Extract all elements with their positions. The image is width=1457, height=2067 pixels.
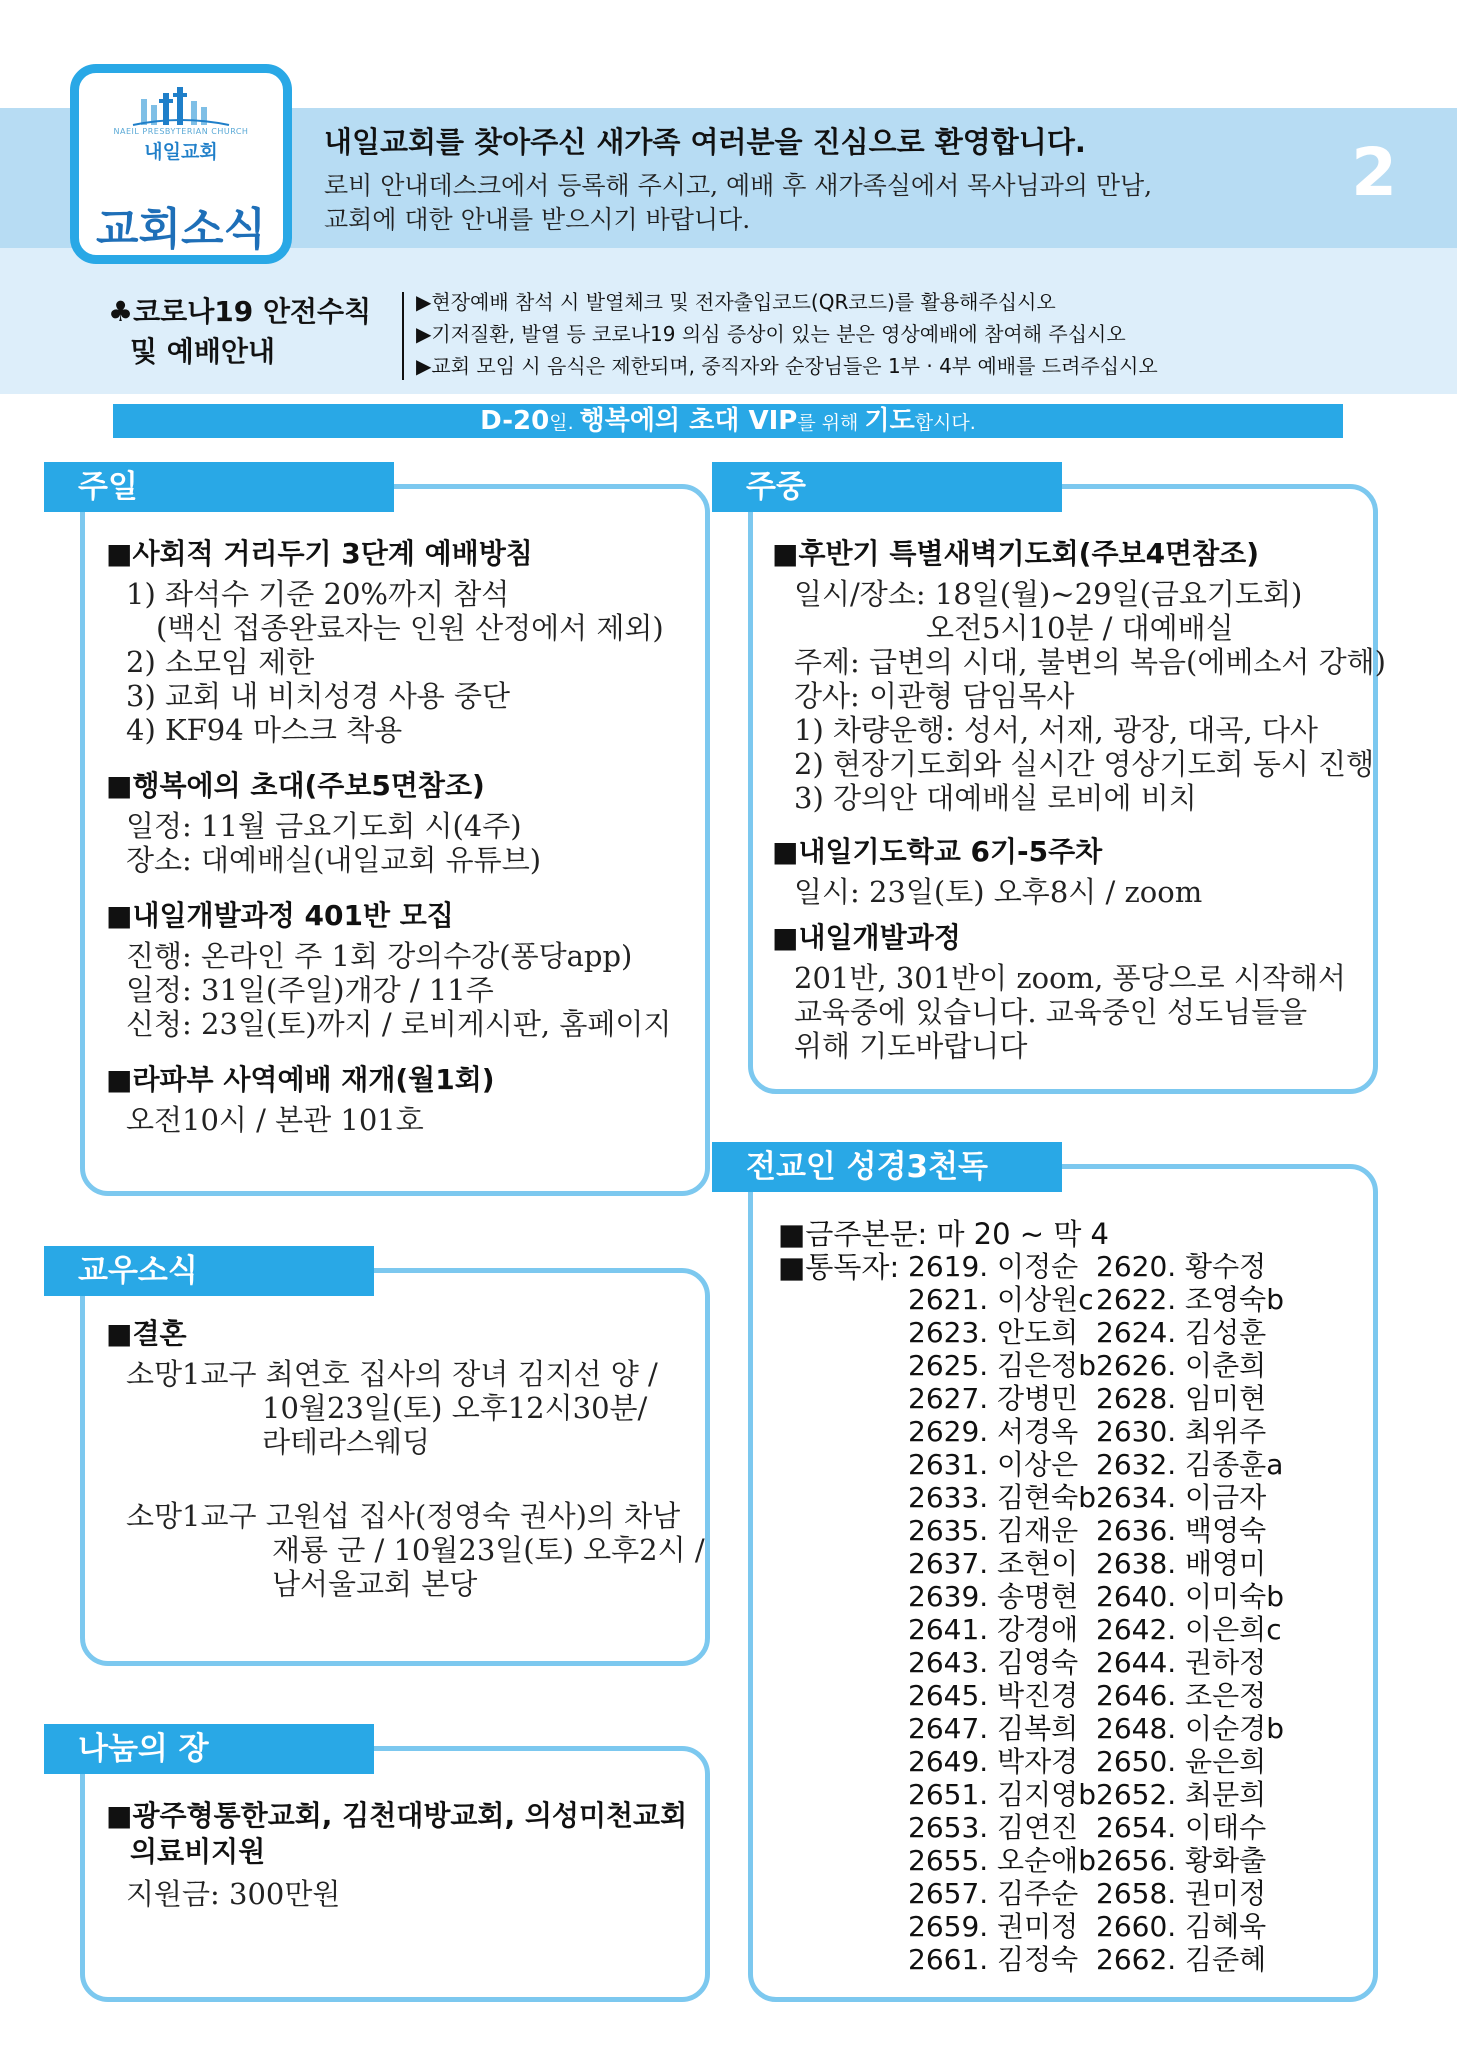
covid-item: ▶기저질환, 발열 등 코로나19 의심 증상이 있는 분은 영상예배에 참여해 주십시오 bbox=[416, 322, 1126, 346]
reader-entry: 2661. 김정숙 bbox=[908, 1943, 1079, 1976]
text-line: 라테라스웨딩 bbox=[262, 1425, 431, 1459]
reader-entry: 2623. 안도희 bbox=[908, 1316, 1079, 1349]
reader-entry: 2659. 권미정 bbox=[908, 1910, 1079, 1943]
covid-item: ▶현장예배 참석 시 발열체크 및 전자출입코드(QR코드)를 활용해주십시오 bbox=[416, 290, 1056, 314]
readers-label: ■통독자: bbox=[778, 1250, 900, 1284]
text-line: 위해 기도바랍니다 bbox=[794, 1029, 1028, 1063]
text-line: 진행: 온라인 주 1회 강의수강(퐁당app) bbox=[126, 939, 633, 973]
dday-text: 기도 bbox=[864, 406, 915, 436]
section-heading: ■광주형통한교회, 김천대방교회, 의성미천교회 bbox=[106, 1799, 688, 1832]
bible-tab: 전교인 성경3천독 bbox=[712, 1142, 1062, 1192]
section-heading: ■라파부 사역예배 재개(월1회) bbox=[106, 1063, 495, 1096]
reader-entry: 2651. 김지영b bbox=[908, 1778, 1096, 1811]
welcome-title: 내일교회를 찾아주신 새가족 여러분을 진심으로 환영합니다. bbox=[324, 125, 1086, 159]
reader-entry: 2620. 황수정 bbox=[1096, 1250, 1267, 1283]
text-line: 일정: 31일(주일)개강 / 11주 bbox=[126, 973, 494, 1007]
dday-count: D-20 bbox=[480, 406, 550, 436]
text-line: 오전10시 / 본관 101호 bbox=[126, 1103, 424, 1137]
reader-entry: 2633. 김현숙b bbox=[908, 1481, 1096, 1514]
reader-entry: 2646. 조은정 bbox=[1096, 1679, 1267, 1712]
reader-entry: 2643. 김영숙 bbox=[908, 1646, 1079, 1679]
reader-entry: 2632. 김종훈a bbox=[1096, 1448, 1284, 1481]
text-line: 1) 차량운행: 성서, 서재, 광장, 대곡, 다사 bbox=[794, 713, 1318, 747]
reader-entry: 2637. 조현이 bbox=[908, 1547, 1079, 1580]
text-line: (백신 접종완료자는 인원 산정에서 제외) bbox=[156, 611, 664, 645]
text-line: 3) 교회 내 비치성경 사용 중단 bbox=[126, 679, 511, 713]
text-line: 2) 현장기도회와 실시간 영상기도회 동시 진행 bbox=[794, 747, 1375, 781]
text-line: 장소: 대예배실(내일교회 유튜브) bbox=[126, 843, 542, 877]
text-line: 4) KF94 마스크 착용 bbox=[126, 713, 403, 747]
reader-entry: 2627. 강병민 bbox=[908, 1382, 1079, 1415]
dday-banner bbox=[113, 404, 1343, 438]
reader-entry: 2644. 권하정 bbox=[1096, 1646, 1267, 1679]
logo-english: NAEIL PRESBYTERIAN CHURCH bbox=[113, 127, 249, 136]
text-line: 남서울교회 본당 bbox=[272, 1567, 478, 1601]
text-line: 강사: 이관형 담임목사 bbox=[794, 679, 1075, 713]
dday-text: 행복에의 초대 VIP bbox=[579, 406, 798, 436]
dday-text: 일. bbox=[549, 412, 580, 434]
reader-entry: 2636. 백영숙 bbox=[1096, 1514, 1267, 1547]
reader-entry: 2638. 배영미 bbox=[1096, 1547, 1267, 1580]
text-line: 교육중에 있습니다. 교육중인 성도님들을 bbox=[794, 995, 1308, 1029]
reader-entry: 2662. 김준혜 bbox=[1096, 1943, 1267, 1976]
reader-entry: 2640. 이미숙b bbox=[1096, 1580, 1284, 1613]
text-line: 소망1교구 고원섭 집사(정영숙 권사)의 차남 bbox=[126, 1499, 681, 1533]
section-heading: ■내일기도학교 6기-5주차 bbox=[772, 835, 1103, 868]
reader-entry: 2630. 최위주 bbox=[1096, 1415, 1267, 1448]
reader-entry: 2656. 황화출 bbox=[1096, 1844, 1267, 1877]
section-heading: ■후반기 특별새벽기도회(주보4면참조) bbox=[772, 537, 1260, 570]
welcome-line: 교회에 대한 안내를 받으시기 바랍니다. bbox=[324, 205, 751, 234]
text-line: 오전5시10분 / 대예배실 bbox=[926, 611, 1234, 645]
reader-entry: 2649. 박자경 bbox=[908, 1745, 1079, 1778]
reader-entry: 2652. 최문희 bbox=[1096, 1778, 1267, 1811]
text-line: 일시/장소: 18일(월)~29일(금요기도회) bbox=[794, 577, 1303, 611]
reader-entry: 2654. 이태수 bbox=[1096, 1811, 1267, 1844]
text-line: 3) 강의안 대예배실 로비에 비치 bbox=[794, 781, 1197, 815]
reader-entry: 2657. 김주순 bbox=[908, 1877, 1079, 1910]
reader-entry: 2658. 권미정 bbox=[1096, 1877, 1267, 1910]
sharing-tab: 나눔의 장 bbox=[44, 1724, 374, 1774]
covid-label-line: 및 예배안내 bbox=[130, 335, 275, 368]
section-heading: ■결혼 bbox=[106, 1317, 187, 1350]
reader-entry: 2645. 박진경 bbox=[908, 1679, 1079, 1712]
page-title: 교회소식 bbox=[95, 204, 266, 255]
sunday-tab: 주일 bbox=[44, 462, 394, 512]
reader-entry: 2621. 이상원c bbox=[908, 1283, 1094, 1316]
reader-entry: 2631. 이상은 bbox=[908, 1448, 1079, 1481]
reader-entry: 2639. 송명현 bbox=[908, 1580, 1079, 1613]
text-line: 일시: 23일(토) 오후8시 / zoom bbox=[794, 875, 1203, 909]
dday-text: 를 위해 bbox=[797, 412, 865, 434]
church-logo-icon bbox=[131, 83, 231, 129]
text-line: 주제: 급변의 시대, 불변의 복음(에베소서 강해) bbox=[794, 645, 1386, 679]
covid-item: ▶교회 모임 시 음식은 제한되며, 중직자와 순장님들은 1부 · 4부 예배를 드려주십시오 bbox=[416, 354, 1158, 378]
logo-box bbox=[70, 64, 292, 264]
reader-entry: 2647. 김복희 bbox=[908, 1712, 1079, 1745]
section-heading: ■사회적 거리두기 3단계 예배방침 bbox=[106, 537, 533, 570]
section-heading: ■내일개발과정 bbox=[772, 921, 961, 954]
text-line: 지원금: 300만원 bbox=[126, 1877, 341, 1911]
members-tab: 교우소식 bbox=[44, 1246, 374, 1296]
text-line: 2) 소모임 제한 bbox=[126, 645, 315, 679]
text-line: 신청: 23일(토)까지 / 로비게시판, 홈페이지 bbox=[126, 1007, 672, 1041]
logo-korean: 내일교회 bbox=[144, 141, 218, 163]
reader-entry: 2624. 김성훈 bbox=[1096, 1316, 1267, 1349]
reader-entry: 2642. 이은희c bbox=[1096, 1613, 1282, 1646]
reader-entry: 2653. 김연진 bbox=[908, 1811, 1079, 1844]
divider bbox=[402, 292, 404, 380]
weekday-tab: 주중 bbox=[712, 462, 1062, 512]
reader-entry: 2641. 강경애 bbox=[908, 1613, 1079, 1646]
bible-passage: ■금주본문: 마 20 ~ 막 4 bbox=[778, 1217, 1109, 1251]
reader-entry: 2628. 임미현 bbox=[1096, 1382, 1267, 1415]
reader-entry: 2635. 김재운 bbox=[908, 1514, 1079, 1547]
text-line: 재룡 군 / 10월23일(토) 오후2시 / bbox=[272, 1533, 705, 1567]
page-number: 2 bbox=[1351, 134, 1397, 211]
dday-text: 합시다. bbox=[914, 412, 976, 434]
covid-label bbox=[108, 292, 371, 372]
text-line: 소망1교구 최연호 집사의 장녀 김지선 양 / bbox=[126, 1357, 658, 1391]
text-line: 10월23일(토) 오후12시30분/ bbox=[262, 1391, 648, 1425]
reader-entry: 2625. 김은정b bbox=[908, 1349, 1096, 1382]
text-line: 일정: 11월 금요기도회 시(4주) bbox=[126, 809, 522, 843]
covid-label-line: ♣코로나19 안전수칙 bbox=[108, 295, 372, 328]
section-heading: ■행복에의 초대(주보5면참조) bbox=[106, 769, 485, 802]
reader-entry: 2622. 조영숙b bbox=[1096, 1283, 1284, 1316]
welcome-line: 로비 안내데스크에서 등록해 주시고, 예배 후 새가족실에서 목사님과의 만남, bbox=[324, 171, 1153, 200]
reader-entry: 2619. 이정순 bbox=[908, 1250, 1079, 1283]
text-line: 201반, 301반이 zoom, 퐁당으로 시작해서 bbox=[794, 961, 1346, 995]
text-line: 1) 좌석수 기준 20%까지 참석 bbox=[126, 577, 510, 611]
reader-entry: 2629. 서경옥 bbox=[908, 1415, 1079, 1448]
reader-entry: 2626. 이춘희 bbox=[1096, 1349, 1267, 1382]
reader-entry: 2655. 오순애b bbox=[908, 1844, 1096, 1877]
section-heading: 의료비지원 bbox=[130, 1835, 266, 1868]
reader-entry: 2634. 이금자 bbox=[1096, 1481, 1267, 1514]
reader-entry: 2650. 윤은희 bbox=[1096, 1745, 1267, 1778]
reader-entry: 2648. 이순경b bbox=[1096, 1712, 1284, 1745]
reader-entry: 2660. 김혜욱 bbox=[1096, 1910, 1267, 1943]
section-heading: ■내일개발과정 401반 모집 bbox=[106, 899, 454, 932]
